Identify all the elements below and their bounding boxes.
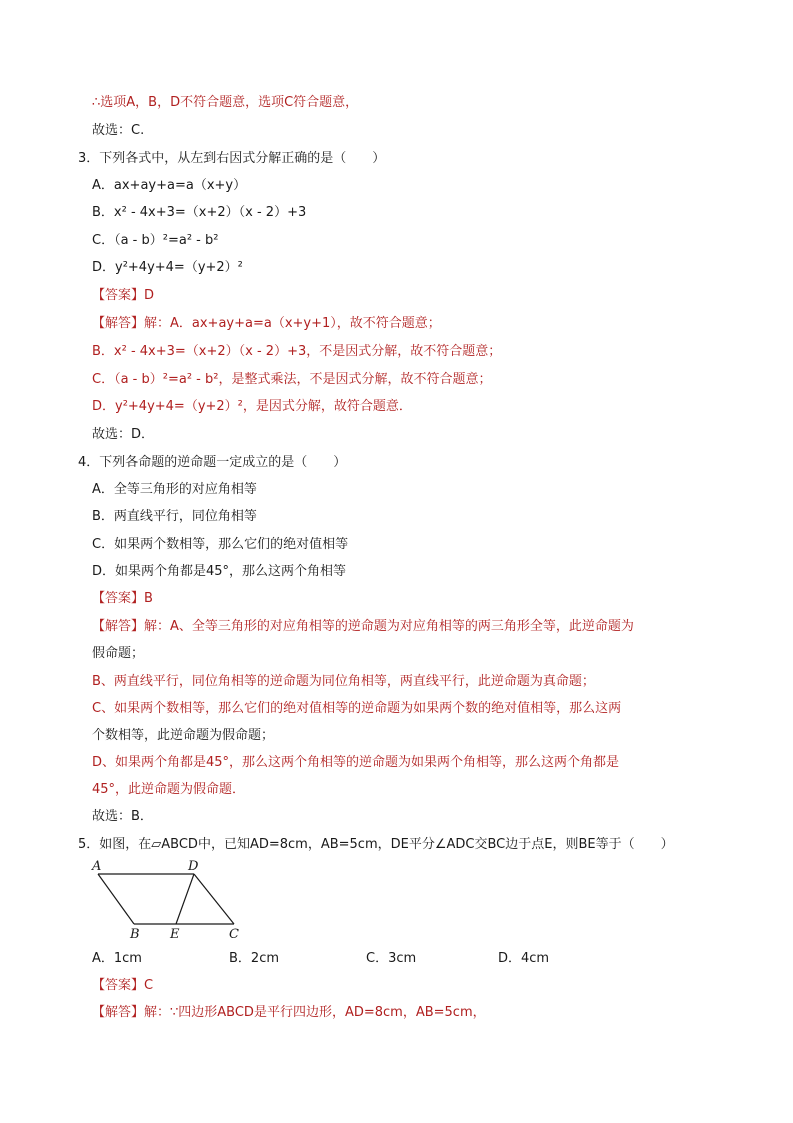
question-5-option-b: B．2cm bbox=[229, 951, 280, 966]
question-3-solution-d: D．y²+4y+4=（y+2）²，是因式分解，故符合题意． bbox=[92, 399, 412, 414]
question-4-answer: 【答案】B bbox=[92, 591, 153, 606]
question-5-option-c: C．3cm bbox=[366, 951, 417, 966]
question-3-answer: 【答案】D bbox=[92, 288, 155, 303]
question-4-solution-c-cont: 个数相等，此逆命题为假命题； bbox=[92, 728, 275, 743]
question-4-solution-d-cont: 45°，此逆命题为假命题． bbox=[92, 782, 246, 797]
question-3-solution-c: C．（a - b）²=a² - b²，是整式乘法，不是因式分解，故不符合题意； bbox=[92, 372, 492, 387]
vertex-label-c: C bbox=[229, 927, 239, 938]
question-5-stem: 5．如图，在▱ABCD中，已知AD=8cm，AB=5cm，DE平分∠ADC交BC边于点E，则BE等于（ ） bbox=[78, 837, 674, 852]
question-4-solution-d: D、如果两个角都是45°，那么这两个角相等的逆命题为如果两个角相等，那么这两个角都是 bbox=[92, 755, 620, 770]
question-3-option-d: D．y²+4y+4=（y+2）² bbox=[92, 260, 243, 275]
question-3-solution-b: B．x² - 4x+3=（x+2）（x - 2）+3，不是因式分解，故不符合题意； bbox=[92, 344, 502, 359]
question-3-option-c: C．（a - b）²=a² - b² bbox=[92, 233, 219, 248]
question-4-solution-a: 【解答】解：A、全等三角形的对应角相等的逆命题为对应角相等的两三角形全等，此逆命题为 bbox=[92, 619, 634, 634]
question-4-option-c: C．如果两个数相等，那么它们的绝对值相等 bbox=[92, 537, 349, 552]
vertex-label-b: B bbox=[130, 927, 140, 938]
parallelogram-figure bbox=[88, 858, 248, 938]
vertex-label-a: A bbox=[92, 859, 102, 874]
question-3-option-a: A．ax+ay+a=a（x+y） bbox=[92, 178, 247, 193]
question-4-option-b: B．两直线平行，同位角相等 bbox=[92, 509, 257, 524]
vertex-label-e: E bbox=[170, 927, 180, 938]
question-4-solution-b: B、两直线平行，同位角相等的逆命题为同位角相等，两直线平行，此逆命题为真命题； bbox=[92, 674, 595, 689]
question-5-solution: 【解答】解：∵四边形ABCD是平行四边形，AD=8cm，AB=5cm， bbox=[92, 1005, 486, 1020]
vertex-label-d: D bbox=[188, 859, 199, 874]
final-choice-line: 故选：C. bbox=[92, 123, 145, 138]
segment-ab bbox=[98, 874, 134, 924]
segment-dc bbox=[194, 874, 234, 924]
question-3-final-choice: 故选：D． bbox=[92, 427, 155, 442]
question-4-option-a: A．全等三角形的对应角相等 bbox=[92, 482, 257, 497]
question-5-option-d: D．4cm bbox=[498, 951, 550, 966]
question-4-stem: 4．下列各命题的逆命题一定成立的是（ ） bbox=[78, 455, 347, 470]
solution-text-line: ∴选项A，B，D不符合题意，选项C符合题意， bbox=[92, 95, 359, 110]
question-4-option-d: D．如果两个角都是45°，那么这两个角相等 bbox=[92, 564, 347, 579]
question-5-answer: 【答案】C bbox=[92, 978, 154, 993]
question-4-final-choice: 故选：B． bbox=[92, 809, 153, 824]
question-5-option-a: A．1cm bbox=[92, 951, 142, 966]
question-4-solution-a-cont: 假命题； bbox=[92, 646, 145, 661]
question-3-solution-a: 【解答】解：A．ax+ay+a=a（x+y+1），故不符合题意； bbox=[92, 316, 441, 331]
question-4-solution-c: C、如果两个数相等，那么它们的绝对值相等的逆命题为如果两个数的绝对值相等，那么这两 bbox=[92, 701, 622, 716]
question-3-stem: 3．下列各式中，从左到右因式分解正确的是（ ） bbox=[78, 151, 386, 166]
segment-de bbox=[176, 874, 194, 924]
question-3-option-b: B．x² - 4x+3=（x+2）（x - 2）+3 bbox=[92, 205, 307, 220]
